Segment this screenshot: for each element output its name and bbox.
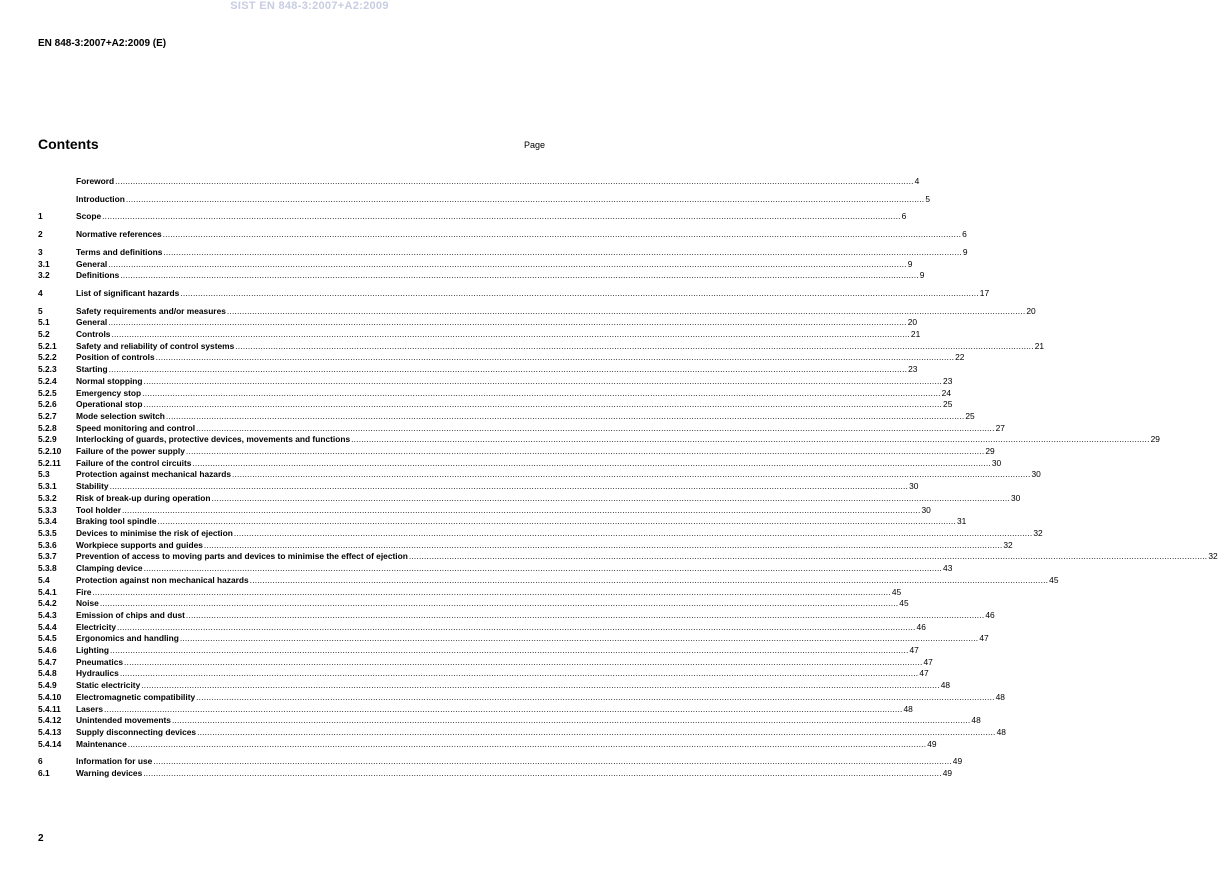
toc-dot-leader <box>180 288 978 300</box>
toc-entry[interactable] <box>38 375 953 388</box>
toc-dot-leader <box>124 657 922 669</box>
toc-entry-title: List of significant hazards <box>76 287 180 298</box>
toc-entry-title: Static electricity <box>76 680 141 691</box>
toc-dot-leader <box>234 528 1032 540</box>
toc-entry-number: 5.2.3 <box>38 364 57 375</box>
toc-entry-title: Mode selection switch <box>76 410 165 421</box>
toc-entry-title: Maintenance <box>76 738 127 749</box>
toc-entry[interactable] <box>38 410 975 423</box>
toc-dot-leader <box>186 610 984 622</box>
toc-entry-title: Failure of the power supply <box>76 446 185 457</box>
toc-entry-page: 47 <box>923 656 933 667</box>
toc-entry-title: Normative references <box>76 229 162 240</box>
toc-entry-number: 5.4.12 <box>38 715 62 726</box>
toc-entry-title: Lasers <box>76 703 104 714</box>
toc-dot-leader <box>351 434 1149 446</box>
toc-entry[interactable] <box>38 469 1041 481</box>
toc-dot-leader <box>120 270 918 282</box>
toc-entry-title: Starting <box>76 364 108 375</box>
toc-dot-leader <box>144 399 942 411</box>
toc-entry-number: 5.2.2 <box>38 352 57 363</box>
toc-entry-page: 48 <box>995 691 1005 702</box>
toc-entry-number: 5.3.7 <box>38 551 57 562</box>
toc-entry-page: 47 <box>909 645 919 656</box>
toc-entry-page: 48 <box>996 726 1006 737</box>
toc-entry-number: 3.2 <box>38 270 50 281</box>
toc-entry[interactable] <box>38 246 968 259</box>
toc-dot-leader <box>186 446 984 458</box>
toc-entry-number: 2 <box>38 229 43 240</box>
toc-entry-title: Braking tool spindle <box>76 516 157 527</box>
toc-entry-title: Warning devices <box>76 768 143 779</box>
toc-entry-number: 3.1 <box>38 258 50 269</box>
toc-entry[interactable] <box>38 715 981 727</box>
toc-entry[interactable] <box>38 329 921 341</box>
toc-entry-number: 5.2.8 <box>38 422 57 433</box>
toc-entry[interactable] <box>38 211 907 223</box>
toc-entry[interactable] <box>38 703 913 716</box>
contents-heading: Contents <box>38 136 99 152</box>
toc-dot-leader <box>143 768 941 780</box>
toc-entry-title: Foreword <box>76 176 115 186</box>
toc-entry-number: 5.2 <box>38 329 50 340</box>
toc-entry-page: 29 <box>985 446 995 457</box>
toc-entry-number: 5.2.11 <box>38 457 61 468</box>
toc-entry[interactable] <box>38 668 929 680</box>
toc-dot-leader <box>227 306 1025 318</box>
toc-entry-number: 5.2.10 <box>38 446 62 457</box>
toc-entry-page: 30 <box>1031 469 1041 480</box>
toc-entry-page: 4 <box>914 176 920 186</box>
toc-entry-page: 30 <box>991 457 1002 468</box>
document-id: EN 848-3:2007+A2:2009 (E) <box>38 38 167 49</box>
toc-entry-page: 24 <box>941 387 951 398</box>
toc-entry-title: Unintended movements <box>76 715 171 726</box>
toc-entry-number: 5.2.7 <box>38 410 57 421</box>
toc-dot-leader <box>196 692 994 704</box>
toc-entry-title: Position of controls <box>76 352 155 363</box>
toc-dot-leader <box>102 211 900 223</box>
toc-entry-number: 5.4.11 <box>38 703 61 714</box>
toc-entry-title: Workpiece supports and guides <box>76 539 203 550</box>
toc-entry[interactable] <box>38 586 902 599</box>
toc-entry[interactable] <box>38 229 967 241</box>
toc-dot-leader <box>117 622 915 634</box>
toc-entry-page: 48 <box>903 703 913 714</box>
toc-dot-leader <box>108 317 906 329</box>
toc-entry[interactable] <box>38 756 963 768</box>
toc-dot-leader <box>120 668 918 680</box>
toc-dot-leader <box>232 469 1030 481</box>
toc-entry-title: Hydraulics <box>76 668 119 679</box>
toc-entry-title: Noise <box>76 598 99 609</box>
toc-entry[interactable] <box>38 457 1002 470</box>
toc-entry[interactable] <box>38 598 909 610</box>
toc-entry-number: 5.2.4 <box>38 375 57 386</box>
toc-entry[interactable] <box>38 726 1006 739</box>
toc-entry[interactable] <box>38 768 953 780</box>
toc-entry[interactable] <box>38 364 918 376</box>
toc-dot-leader <box>111 329 909 341</box>
toc-entry[interactable] <box>38 516 967 528</box>
toc-entry-title: Clamping device <box>76 563 143 574</box>
toc-entry-title: Emission of chips and dust <box>76 609 185 620</box>
toc-entry-number: 5.2.5 <box>38 387 57 398</box>
toc-dot-leader <box>110 645 908 657</box>
toc-entry-title: Tool holder <box>76 504 121 515</box>
toc-entry[interactable] <box>38 738 937 751</box>
toc-entry-title: Supply disconnecting devices <box>76 726 197 737</box>
page-column-label: Page <box>523 140 545 150</box>
toc-entry-title: Ergonomics and handling <box>76 633 179 644</box>
toc-entry-page: 48 <box>940 680 951 691</box>
toc-entry-page: 32 <box>1208 551 1218 562</box>
toc-entry-page: 20 <box>907 317 918 328</box>
toc-entry[interactable] <box>38 680 951 692</box>
toc-dot-leader <box>109 364 907 376</box>
toc-entry[interactable] <box>38 492 1021 505</box>
toc-entry[interactable] <box>38 176 920 188</box>
toc-entry-page: 21 <box>910 329 921 340</box>
toc-dot-leader <box>163 229 961 241</box>
toc-entry-title: Lighting <box>76 645 110 656</box>
toc-entry-page: 9 <box>962 246 968 257</box>
toc-entry-number: 5.3.3 <box>38 504 57 515</box>
toc-dot-leader <box>197 727 995 739</box>
toc-entry-page: 25 <box>943 399 953 410</box>
toc-entry-title: Scope <box>76 211 102 222</box>
toc-entry[interactable] <box>38 317 918 329</box>
toc-entry[interactable] <box>38 446 995 458</box>
toc-entry-number: 5 <box>38 305 43 316</box>
toc-entry-number: 5.4.8 <box>38 668 57 679</box>
toc-entry[interactable] <box>38 645 919 657</box>
toc-entry-title: Information for use <box>76 756 153 767</box>
toc-entry[interactable] <box>38 563 953 575</box>
toc-entry-page: 25 <box>965 410 975 421</box>
toc-entry-number: 5.4.4 <box>38 621 57 632</box>
toc-dot-leader <box>126 194 924 206</box>
toc-entry-title: Electromagnetic compatibility <box>76 691 196 702</box>
toc-entry-title: Operational stop <box>76 399 143 410</box>
toc-entry-page: 49 <box>952 756 963 767</box>
page-number: 2 <box>38 833 44 844</box>
toc-entry-title: Definitions <box>76 270 120 281</box>
toc-entry[interactable] <box>38 481 919 493</box>
toc-entry-page: 31 <box>956 516 967 527</box>
toc-entry-page: 17 <box>979 287 990 298</box>
toc-entry-page: 6 <box>901 211 907 222</box>
toc-entry[interactable] <box>38 621 926 634</box>
toc-dot-leader <box>104 704 902 716</box>
toc-entry-page: 5 <box>925 193 930 204</box>
toc-entry-title: Protection against non mechanical hazards <box>76 574 249 585</box>
toc-dot-leader <box>250 575 1048 587</box>
toc-entry-number: 5.4.14 <box>38 738 62 749</box>
toc-entry-page: 22 <box>955 352 965 363</box>
toc-dot-leader <box>108 259 906 271</box>
toc-entry-number: 5.4.10 <box>38 691 62 702</box>
toc-entry-title: General <box>76 317 108 328</box>
toc-dot-leader <box>92 587 890 599</box>
toc-entry-number: 5.4.3 <box>38 609 57 620</box>
toc-entry-number: 5.4.2 <box>38 598 57 609</box>
toc-dot-leader <box>122 505 920 517</box>
toc-entry-page: 32 <box>1003 539 1013 550</box>
toc-entry-page: 46 <box>916 621 926 632</box>
toc-entry-number: 5.4.6 <box>38 645 57 656</box>
toc-entry-number: 5.2.6 <box>38 399 57 410</box>
toc-entry-page: 30 <box>921 504 931 515</box>
toc-entry-title: Prevention of access to moving parts and devices to minimise the effect of ejection <box>76 551 408 562</box>
toc-entry-page: 47 <box>919 668 929 679</box>
toc-entry[interactable] <box>38 691 1005 704</box>
toc-entry-page: 49 <box>927 738 937 749</box>
toc-entry[interactable] <box>38 656 933 669</box>
toc-entry-page: 45 <box>899 598 909 609</box>
toc-entry-title: General <box>76 258 108 269</box>
toc-entry-title: Devices to minimise the risk of ejection <box>76 527 233 538</box>
toc-dot-leader <box>144 563 942 575</box>
toc-entry-page: 29 <box>1150 434 1160 445</box>
toc-entry[interactable] <box>38 305 1036 318</box>
toc-entry[interactable] <box>38 551 1218 563</box>
toc-entry-number: 5.4.7 <box>38 656 57 667</box>
toc-dot-leader <box>235 341 1033 353</box>
toc-dot-leader <box>172 715 970 727</box>
watermark: SIST EN 848-3:2007+A2:2009 <box>230 0 389 12</box>
toc-entry[interactable] <box>38 574 1059 587</box>
toc-entry-title: Introduction <box>76 193 125 204</box>
toc-entry-page: 46 <box>985 609 995 620</box>
toc-entry-number: 5.4.9 <box>38 680 57 691</box>
toc-dot-leader <box>180 633 978 645</box>
toc-entry-number: 6 <box>38 756 43 767</box>
toc-dot-leader <box>144 376 942 388</box>
toc-entry[interactable] <box>38 609 995 622</box>
toc-entry-page: 9 <box>907 258 913 269</box>
toc-dot-leader <box>115 176 913 188</box>
toc-entry[interactable] <box>38 387 951 400</box>
toc-entry-number: 5.3 <box>38 469 50 480</box>
toc-entry-title: Electricity <box>76 621 117 632</box>
toc-entry-title: Safety and reliability of control systems <box>76 340 235 351</box>
toc-dot-leader <box>156 352 954 364</box>
toc-dot-leader <box>166 411 964 423</box>
toc-entry-page: 20 <box>1026 305 1036 316</box>
toc-entry-number: 4 <box>38 287 43 298</box>
toc-entry-number: 1 <box>38 211 43 222</box>
toc-entry-page: 45 <box>1049 574 1059 585</box>
toc-dot-leader <box>128 739 926 751</box>
toc-dot-leader <box>211 493 1009 505</box>
toc-entry[interactable] <box>38 340 1045 353</box>
toc-entry-page: 21 <box>1034 340 1045 351</box>
toc-entry[interactable] <box>38 422 1005 435</box>
toc-dot-leader <box>204 540 1002 552</box>
toc-entry-title: Pneumatics <box>76 656 124 667</box>
toc-dot-leader <box>110 481 908 493</box>
toc-entry[interactable] <box>38 539 1013 552</box>
toc-entry-title: Failure of the control circuits <box>76 457 192 468</box>
toc-entry-page: 30 <box>1010 492 1021 503</box>
toc-entry[interactable] <box>38 527 1043 540</box>
toc-entry-number: 5.3.6 <box>38 539 57 550</box>
toc-entry-number: 5.4.1 <box>38 586 57 597</box>
toc-entry[interactable] <box>38 399 953 411</box>
toc-dot-leader <box>196 423 994 435</box>
toc-entry-number: 3 <box>38 246 43 257</box>
toc-entry-page: 30 <box>909 481 919 492</box>
toc-dot-leader <box>100 598 898 610</box>
table-of-contents <box>38 176 1218 780</box>
toc-entry[interactable] <box>38 287 990 300</box>
toc-entry-title: Protection against mechanical hazards <box>76 469 231 480</box>
toc-entry-number: 5.1 <box>38 317 50 328</box>
toc-entry-number: 6.1 <box>38 768 50 779</box>
toc-entry-title: Controls <box>76 329 111 340</box>
toc-entry-page: 45 <box>891 586 902 597</box>
toc-entry-title: Risk of break-up during operation <box>76 492 211 503</box>
toc-entry-title: Normal stopping <box>76 375 143 386</box>
toc-entry-title: Interlocking of guards, protective devices, movements and functions <box>76 434 351 445</box>
toc-entry-page: 23 <box>908 364 918 375</box>
toc-dot-leader <box>141 680 939 692</box>
toc-dot-leader <box>409 551 1207 563</box>
toc-entry[interactable] <box>38 504 931 517</box>
toc-entry-number: 5.3.8 <box>38 563 57 574</box>
toc-entry-page: 23 <box>943 375 953 386</box>
toc-entry-number: 5.3.5 <box>38 527 57 538</box>
toc-dot-leader <box>158 516 956 528</box>
toc-entry-page: 43 <box>943 563 953 574</box>
toc-entry-number: 5.2.9 <box>38 434 57 445</box>
toc-entry-number: 5.3.4 <box>38 516 57 527</box>
toc-entry-page: 27 <box>995 422 1005 433</box>
toc-entry-page: 49 <box>942 768 953 779</box>
toc-entry-page: 47 <box>979 633 989 644</box>
toc-entry[interactable] <box>38 193 930 206</box>
toc-entry[interactable] <box>38 633 989 645</box>
toc-entry[interactable] <box>38 258 913 271</box>
toc-entry-page: 48 <box>971 715 981 726</box>
toc-entry-title: Safety requirements and/or measures <box>76 305 226 316</box>
toc-dot-leader <box>142 388 940 400</box>
toc-entry-title: Emergency stop <box>76 387 142 398</box>
toc-entry[interactable] <box>38 352 965 364</box>
toc-entry-number: 5.4 <box>38 574 50 585</box>
toc-entry-number: 5.2.1 <box>38 340 57 351</box>
toc-entry-number: 5.4.5 <box>38 633 57 644</box>
toc-entry[interactable] <box>38 270 925 282</box>
toc-entry-page: 32 <box>1033 527 1043 538</box>
toc-entry-title: Speed monitoring and control <box>76 422 196 433</box>
toc-entry[interactable] <box>38 434 1160 446</box>
toc-entry-number: 5.4.13 <box>38 726 62 737</box>
toc-entry-title: Terms and definitions <box>76 246 163 257</box>
toc-entry-page: 9 <box>919 270 925 281</box>
toc-dot-leader <box>192 458 990 470</box>
toc-entry-number: 5.3.2 <box>38 492 57 503</box>
toc-entry-title: Fire <box>76 586 92 597</box>
toc-dot-leader <box>153 756 951 768</box>
toc-entry-page: 6 <box>962 229 967 240</box>
toc-entry-title: Stability <box>76 481 109 492</box>
toc-entry-number: 5.3.1 <box>38 481 57 492</box>
toc-dot-leader <box>163 247 961 259</box>
